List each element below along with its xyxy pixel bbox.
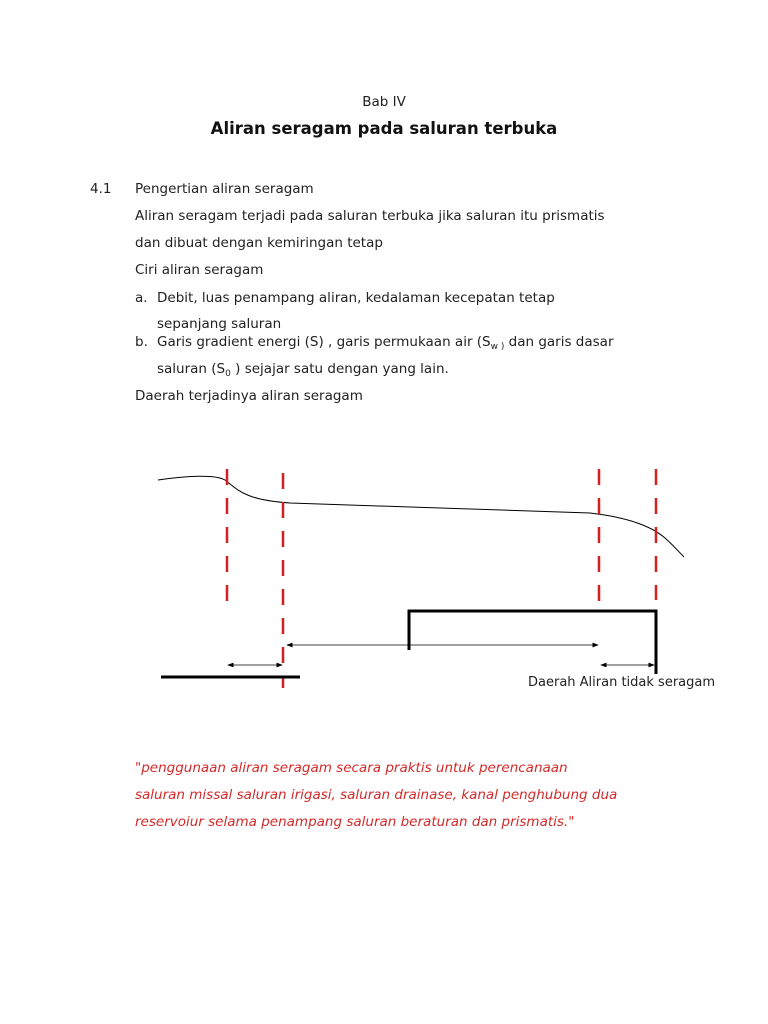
list-item-b-line: Garis gradient energi (S) , garis permukaan air ($S_{w )}$ dan garis dasar [157, 334, 614, 352]
subscript-0: 0 [225, 369, 231, 379]
channel-step-high [409, 611, 656, 674]
nonuniform-label: Daerah Aliran tidak seragam [528, 675, 716, 690]
list-item-a-line: Debit, luas penampang aliran, kedalaman kecepatan tetap [157, 290, 555, 306]
list-marker-b: b. [135, 334, 148, 350]
chapter-label: Bab IV [362, 94, 406, 110]
paragraph-line: dan dibuat dengan kemiringan tetap [135, 235, 383, 251]
paragraph-line: Aliran seragam terjadi pada saluran terbuka jika saluran itu prismatis [135, 208, 605, 224]
section-number: 4.1 [90, 181, 112, 197]
list-item-a-line: sepanjang saluran [157, 316, 282, 332]
quote-line: "penggunaan aliran seragam secara praktis untuk perencanaan [135, 760, 568, 776]
subscript-w: w ) [490, 342, 505, 352]
water-surface-curve [158, 476, 684, 557]
list-item-b-line: saluran ($S_0$ ) sejajar satu dengan yang lain. [157, 361, 449, 379]
list-marker-a: a. [135, 290, 148, 306]
quote-line: saluran missal saluran irigasi, saluran drainase, kanal penghubung dua [135, 787, 618, 803]
list-heading: Ciri aliran seragam [135, 262, 264, 278]
diagram-caption: Daerah terjadinya aliran seragam [135, 388, 363, 404]
page-title: Aliran seragam pada saluran terbuka [210, 119, 558, 138]
quote-line: reservoiur selama penampang saluran beraturan dan prismatis." [135, 814, 575, 830]
section-heading: Pengertian aliran seragam [135, 181, 314, 197]
